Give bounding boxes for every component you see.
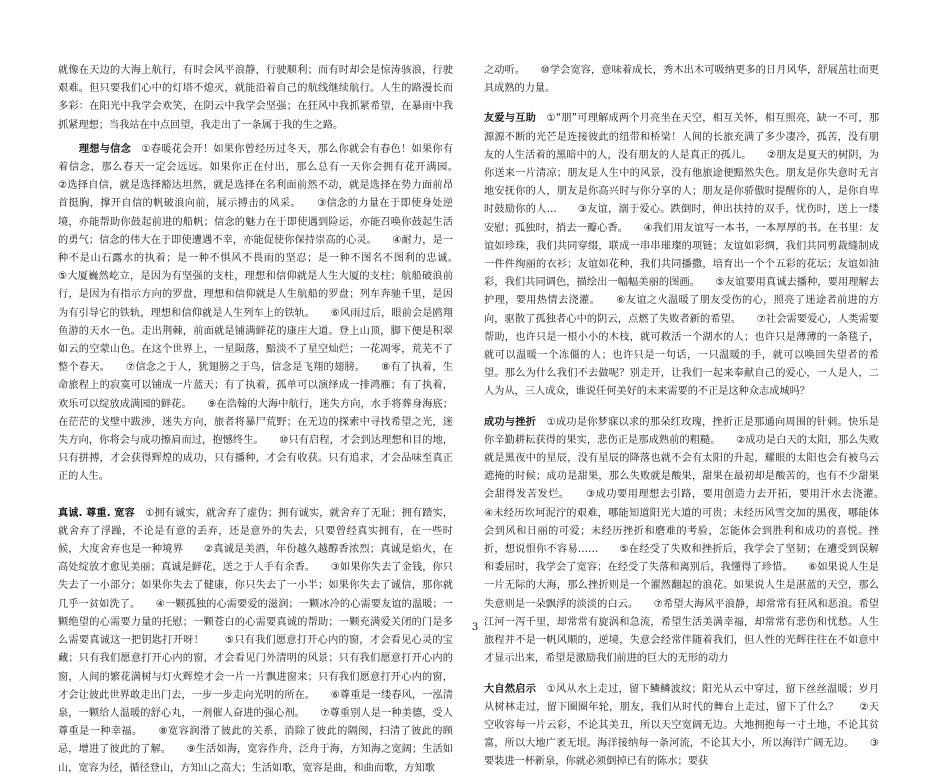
section-friendship-title: 友爱与互助 [484, 113, 537, 125]
section-nature-paragraph [484, 681, 879, 772]
right-column [484, 62, 900, 772]
section-nature-title: 大自然启示 [484, 683, 537, 695]
section-sincerity-body: ①拥有诚实，就舍弃了虚伪；拥有诚实，就舍弃了无耻；拥有踏实，就舍弃了浮躁，不论是有意的丢弃，还是意外的失去，只要曾经真实拥有，在一些时候，大度舍弃也是一种境界 ②真诚是美酒，年份越久越醇香浓烈；真诚是焰火，在高处绽放才愈见美丽；真诚是鲜花，送之于人手有余香。 ③如果你失去了金钱，你只失去了一小部分；如果你失去了健康，你只失去了一小半；如果你失去了诚信，那你就几乎一贫如洗了。 ④一颗孤独的心需要爱的滋润；一颗冰冷的心需要友谊的温暖；一颗绝望的心需要力量的托慰；一颗苍白的心需要真诚的帮助；一颗充满爱关闭的门是多么需要真诚这一把钥匙打开呀！ ⑤只有我们愿意打开心内的窗，才会看见心灵的宝藏；只有我们愿意打开心内的窗，才会看见门外清明的风景；只有我们愿意打开心内的窗，人间的繁花满树与灯火辉煌才会一片一片飘进窗来；只有我们愿意打开心内的窗，才会让彼此世界敢走出门去，一步一步走向光明的所在。 ⑥尊重是一缕春风，一泓清泉，一颗给人温暖的舒心丸，一剂催人奋进的强心剂。 ⑦尊重别人是一种美德，受人尊重是一种幸福。 ⑧宽容润滑了彼此的关系，消除了彼此的隔阂，扫清了彼此的顾忌，增进了彼此的了解。 ⑨生活如海，宽容作舟，泛舟于海，方知海之宽阔；生活如山，宽容为径，循径登山，方知山之高大；生活如歌，宽容是曲，和曲而歌，方知歌 [58, 507, 453, 774]
right-intro-paragraph: 之动听。 ⑩学会宽容，意味着成长，秀木出木可吸纳更多的日月风华，舒展茁壮而更具成熟的力量。 [484, 65, 879, 95]
section-ideals-paragraph [58, 141, 474, 487]
section-sincerity-title: 真诚. 尊重. 宽容 [58, 507, 135, 519]
section-success-title: 成功与挫折 [484, 416, 537, 428]
page-number: 3 [471, 622, 479, 633]
section-ideals-title: 理想与信念 [78, 143, 132, 155]
section-sincerity-paragraph [58, 505, 453, 778]
left-column [58, 62, 474, 778]
section-success-body: ①成功是你梦寐以求的那朵红玫瑰，挫折正是那通向周围的针刺。快乐是你辛勤耕耘获得的果实，悲伤正是那成熟前的粗糙。 ②成功是白天的太阳，那么失败就是黑夜中的星辰，没有星辰的降落也就不会有太阳的升起，耀眼的太阳也会有被乌云遮掩的时候；成功是甜果，那么失败就是酸果，甜果在最初却是酸苦的，也有不少甜果会甜得发苦发烂。 ③成功要用理想去引路，要用创造力去开拓，要用汗水去浇灌。 ④未经历坎坷泥泞的艰难，哪能知道阳光大道的可贵；未经历风雪交加的黑夜，哪能体会到风和日丽的可爱；未经历挫折和磨难的考验，怎能体会到胜利和成功的喜悦。挫折，想说恨你不容易…… ⑤在经受了失败和挫折后，我学会了坚韧；在遭受到误解和委屈时，我学会了宽容；在经受了失落和离别后，我懂得了珍惜。 ⑥如果说人生是一片无际的大海，那么挫折则是一个濯然翻起的浪花。如果说人生是湛蓝的天空，那么失意则是一朵飘浮的淡淡的白云。 ⑦希望大海风平浪静，却常常有狂风和恶浪。希望江河一泻千里，却常常有旋涡和急流，希望生活美满幸福，却常常有悲伤和忧愁。人生旅程并不是一帆风顺的，逆境，失意会经常伴随着我们，但人性的光辉往往在不如意中才显示出来，希望是激励我们前进的巨大的无形的动力 [484, 416, 900, 665]
section-ideals-body: ①春暖花会开！如果你曾经历过冬天，那么你就会有春色！如果你有着信念，那么春天一定会远远。如果你正在付出，那么总有一天你会拥有花开满园。 ②选择自信，就是选择豁达坦然，就是选择在名利面前然不动，就是选择在势力面前昂首挺胸，撑开自信的帆破浪向前，展示搏击的风采。 ③信念的力量在于即使身处逆境，亦能帮助你鼓起前进的船帆；信念的魅力在于即使遇到险运，亦能召唤你鼓起生活的勇气；信念的伟大在于即使遭遇不幸，亦能促使你保持崇高的心灵。 ④耐力，是一种不是山石露水的执着；是一种不惧风不畏雨的坚忍；是一种不图名不图利的忠诚。 ⑤大厦巍然屹立，是因为有坚强的支柱，理想和信仰就是人生大厦的支柱；航船破浪前行，是因为有指示方向的罗盘，理想和信仰就是人生航船的罗盘；列车奔驰千里，是因为有引导它的铁轨，理想和信仰就是人生列车上的铁轨。 ⑥风雨过后，眼前会是鸥翔鱼游的天水一色。走出荆棘，前面就是铺满鲜花的康庄大道。登上山顶，脚下便是积翠如云的空蒙山色。在这个世界上，一星陨落，黯淡不了星空灿烂；一花凋零，荒芜不了整个春天。 ⑦信念之于人，犹翅膀之于鸟，信念是飞翔的翅膀。 ⑧有了执着，生命旅程上的寂寞可以铺成一片蓝天；有了执着，孤单可以演绎成一排鸿雁；有了执着，欢乐可以绽放成满园的鲜花。 ⑨在浩翰的大海中航行，迷失方向，水手将葬身海底；在茫茫的戈壁中跋涉，迷失方向，旅者将暴尸荒野；在无边的探索中寻找希望之光，迷失方向，你将会与成功擦肩而过，抱憾终生。 ⑩只有启程，才会到达理想和目的地，只有拼搏，才会获得辉煌的成功，只有播种，才会有收获。只有追求，才会品味至真正正的人生。 [58, 143, 474, 483]
section-friendship-body: ①“朋”可理解成两个月亮坐在天空，相互关怀，相互照亮，缺一不可，那源源不断的光芒是连接彼此的纽带和桥梁！人间的长旅充满了多少凄冷，孤苦，没有朋友的人生活着的黑暗中的人，没有朋友的人是真正的孤儿。 ②朋友是夏天的树阴，为你送来一片清凉；朋友是人生中的风景，没有他旅途便黯然失色。朋友是你失意时无言地安抚你的人，朋友是你高兴时与你分享的人；朋友是你骄傲时提醒你的人，是你自卑时鼓励你的人… ③友谊，溺于爱心。跌倒时，伸出扶持的双手，忧伤时，送上一缕安慰；孤独时，捎去一瓣心香。 ④我们用友谊写一本书，一本厚厚的书。在书里：友谊如珍珠，我们共同穿缀，联成一串串璀璨的项链；友谊如彩绸，我们共同剪裁缝制成一件件绚丽的衣衫；友谊如花种，我们共同播撒，培育出一个个五彩的花坛；友谊如油彩，我们共同调色，描绘出一幅幅美丽的图画。 ⑤友谊要用真诚去播种，要用理解去护理，要用热情去浇灌。 ⑥友谊之火温暖了朋友受伤的心，照亮了迷途者前进的方向，驱散了孤独者心中的阴云，点燃了失败者新的希望。 ⑦社会需要爱心，人类需要帮助，也许只是一根小小的木枝，就可救活一个湖水的人；也许只是薄薄的一条毯子，就可以温暖一个冻僵的人；也许只是一句话，一只温暖的手，就可以唤回失望者的希望。那么为什么我们不去做呢？别走开，让我们一起来奉献自己的爱心，一人是人，二人为从，三人成众，谁说任何美好的未来需要的不正是这种众志成城吗？ [484, 113, 880, 398]
section-friendship-paragraph [484, 110, 879, 401]
section-nature-body: ①风从水上走过，留下鳞鳞波纹；阳光从云中穿过，留下丝丝温暖；岁月从树林走过，留下圈圈年轮，朋友，我们从时代的舞台上走过，留下了什么？ ②天空收容每一片云彩，不论其美丑，所以天空宽阔无边。大地拥抱每一寸土地，不论其贫富，所以大地广袤无垠。海洋接纳每一条河流，不论其大小，所以海洋广阔无边。 ③要装进一杯新泉，你就必须倒掉已有的陈水；要获 [484, 683, 880, 768]
left-intro-paragraph: 就像在天边的大海上航行，有时会风平浪静，行驶顺利；而有时却会是惊涛骇浪，行驶艰难。但只要我们心中的灯塔不熄灭，就能沿着自己的航线继续航行。人生的路漫长而多彩：在阳光中我学会欢笑，在阴云中我学会坚强；在狂风中我抓紧希望，在暴雨中我抓紧理想；当我站在中点回望，我走出了一条属于我的生之路。 [58, 65, 453, 131]
